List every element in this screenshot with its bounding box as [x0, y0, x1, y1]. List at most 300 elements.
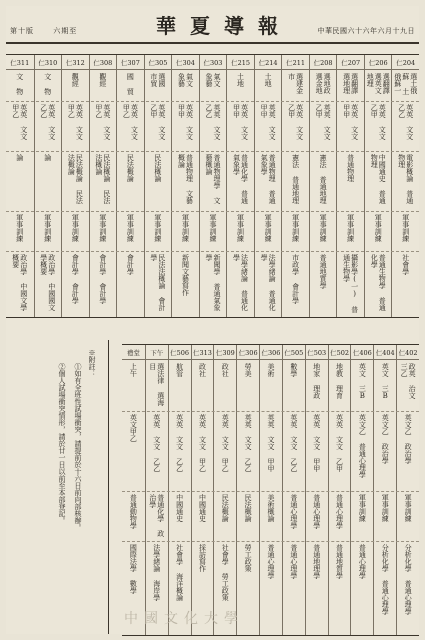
subject-text: 民法概論 民法法概論 — [94, 154, 111, 204]
schedule-cell — [329, 411, 351, 490]
room-code: 仁303 — [200, 55, 227, 70]
schedule-cell — [227, 151, 254, 210]
subject-text: 軍事訓練 — [404, 494, 413, 522]
schedule-cell — [365, 251, 392, 317]
schedule-cell — [392, 101, 419, 150]
subject-text: 中國通史 — [198, 494, 207, 522]
subject-text: 會計學 會計學 — [98, 254, 107, 304]
subject-text: 普通地質學 — [335, 544, 344, 579]
room-code: 仁313 — [192, 345, 214, 360]
schedule-cell — [310, 151, 337, 210]
subject-text: 普通化學 政治學 — [148, 494, 165, 537]
subject-text: 數學 — [289, 363, 298, 377]
schedule-cell — [227, 70, 254, 100]
schedule-cell — [227, 101, 254, 150]
subject-text: 法學緒論 海岸學 — [152, 544, 161, 601]
schedule-cell — [329, 491, 351, 540]
schedule-column — [6, 55, 34, 317]
subject-text: 軍事訓練 — [15, 214, 24, 242]
subject-text: 分析化學 普通心理學 — [404, 544, 413, 615]
subject-text: 英英 文文 乙乙 — [204, 104, 221, 140]
schedule-cell — [169, 411, 191, 490]
room-code: 仁305 — [145, 55, 172, 70]
subject-text: 市政學 會計學 — [291, 254, 300, 304]
subject-text: 普通物理 — [346, 154, 355, 182]
notes-section — [10, 346, 100, 616]
schedule-column — [336, 55, 364, 317]
subject-text: 中國通史 — [175, 494, 184, 522]
schedule-cell — [260, 360, 282, 410]
exam-schedule-table-top — [6, 54, 419, 318]
schedule-cell — [397, 411, 419, 490]
schedule-cell — [237, 360, 259, 410]
room-code: 仁307 — [117, 55, 144, 70]
room-code: 仁406 — [351, 345, 373, 360]
schedule-column — [191, 345, 214, 635]
schedule-cell — [145, 70, 172, 100]
subject-text: 航管 — [175, 363, 184, 377]
subject-text: 軍事訓練 — [98, 214, 107, 242]
subject-text: 普通物理 文藝概論 — [177, 154, 194, 204]
room-code: 仁208 — [310, 55, 337, 70]
subject-text: 地家 理政 — [312, 363, 321, 399]
subject-text: 英英 文文 乙甲 — [335, 414, 344, 472]
room-code: 仁215 — [227, 55, 254, 70]
schedule-cell — [306, 360, 328, 410]
subject-text: 軍事訓練 — [181, 214, 190, 242]
schedule-column — [281, 55, 309, 317]
schedule-column — [259, 345, 282, 635]
column-divider — [108, 340, 109, 634]
room-code: 仁204 — [392, 55, 419, 70]
row-divider — [6, 211, 419, 212]
room-code: 仁306 — [260, 345, 282, 360]
room-code: 仁502 — [329, 345, 351, 360]
subject-text: 英英 文文 甲甲 — [266, 414, 275, 472]
schedule-cell — [122, 491, 145, 540]
subject-text: 軍事訓練 — [126, 214, 135, 242]
room-code: 仁206 — [365, 55, 392, 70]
row-divider — [122, 411, 419, 412]
watermark: 中國文化大學 — [124, 611, 244, 627]
schedule-cell — [255, 211, 282, 250]
subject-text: 新聞學 普通氣象學 — [204, 254, 221, 311]
schedule-cell — [337, 211, 364, 250]
schedule-cell — [145, 251, 172, 317]
subject-text: 憲法 普通地理 — [291, 154, 300, 204]
schedule-cell — [90, 211, 117, 250]
room-code: 仁309 — [214, 345, 236, 360]
subject-text: 英英 文文 乙乙 — [152, 414, 161, 472]
subject-text: 英英 文文 甲甲 — [177, 104, 194, 140]
schedule-cell — [282, 151, 309, 210]
subject-text: 憲法 普通地理 — [319, 154, 328, 204]
schedule-cell — [172, 101, 199, 150]
schedule-cell — [62, 101, 89, 150]
schedule-cell — [283, 360, 305, 410]
schedule-cell — [392, 70, 419, 100]
schedule-column — [226, 55, 254, 317]
subject-text: 選地政 選金地 — [315, 73, 332, 94]
schedule-cell — [200, 211, 227, 250]
schedule-cell — [374, 360, 396, 410]
subject-text: 選翻譯 選英文地理 — [366, 73, 391, 94]
schedule-column — [236, 345, 259, 635]
room-code: 仁503 — [306, 345, 328, 360]
schedule-cell — [172, 211, 199, 250]
schedule-cell — [90, 251, 117, 317]
subject-text: 英英 文文 甲甲 — [312, 414, 321, 472]
subject-text: 英英 文文 乙甲 — [370, 104, 387, 140]
schedule-cell — [260, 411, 282, 490]
schedule-cell — [169, 491, 191, 540]
room-code: 仁312 — [62, 55, 89, 70]
schedule-column — [122, 345, 145, 635]
subject-text: 法學緒論 普通化學 — [232, 254, 249, 311]
subject-text: 英英 文文 甲乙 — [67, 104, 84, 140]
subject-text: 軍事訓練 — [319, 214, 328, 242]
row-divider — [122, 541, 419, 542]
subject-text: 軍事訓練 — [208, 214, 217, 242]
subject-text: 國 貿 — [126, 73, 135, 95]
schedule-cell — [200, 70, 227, 100]
schedule-cell — [260, 491, 282, 540]
schedule-cell — [283, 491, 305, 540]
schedule-column — [350, 345, 373, 635]
row-divider — [122, 491, 419, 492]
schedule-cell — [310, 70, 337, 100]
schedule-cell — [306, 411, 328, 490]
subject-text: 地教 理育 — [335, 363, 344, 399]
room-code: 仁304 — [172, 55, 199, 70]
schedule-cell — [192, 491, 214, 540]
subject-text: 民法概論 — [221, 494, 230, 522]
schedule-cell — [214, 411, 236, 490]
row-divider — [6, 151, 419, 152]
subject-text: 軍事訓練 — [264, 214, 273, 242]
schedule-cell — [237, 411, 259, 490]
schedule-cell — [90, 70, 117, 100]
subject-text: 普通地質學 — [319, 254, 328, 289]
schedule-cell — [337, 70, 364, 100]
room-code: 仁505 — [283, 345, 305, 360]
subject-text: 普通地理學 — [312, 544, 321, 579]
schedule-cell — [90, 101, 117, 150]
schedule-cell — [365, 70, 392, 100]
schedule-cell — [282, 70, 309, 100]
subject-text: 英英 文文 甲甲 — [260, 104, 277, 140]
subject-text: 電影概論 普通物理 — [397, 154, 414, 204]
schedule-cell — [214, 360, 236, 410]
subject-text: 英英 文文 乙乙 — [39, 104, 56, 140]
schedule-column — [396, 345, 419, 635]
page-info — [10, 26, 93, 36]
schedule-column — [213, 345, 236, 635]
subject-text: 法學緒論 普通化學 — [260, 254, 277, 311]
subject-text: 政社 — [221, 363, 230, 377]
subject-text: 軍事訓練 — [374, 214, 383, 242]
schedule-cell — [365, 101, 392, 150]
subject-text: 英英 文文 甲乙 — [122, 104, 139, 140]
schedule-cell — [365, 211, 392, 250]
schedule-cell — [351, 360, 373, 410]
schedule-column — [168, 345, 191, 635]
schedule-cell — [6, 101, 34, 150]
subject-text: 選建金 市 — [287, 73, 304, 94]
schedule-cell — [90, 151, 117, 210]
room-code: 仁404 — [374, 345, 396, 360]
schedule-cell — [169, 360, 191, 410]
schedule-cell — [117, 101, 144, 150]
subject-text: 英英 文文 乙甲 — [315, 104, 332, 140]
schedule-cell — [35, 101, 62, 150]
subject-text: 選翻譯 選地理 — [342, 73, 359, 94]
subject-text: 文 物 — [15, 73, 24, 95]
schedule-cell — [329, 541, 351, 634]
schedule-cell — [310, 101, 337, 150]
room-code: 仁402 — [397, 345, 419, 360]
schedule-cell — [255, 70, 282, 100]
schedule-cell — [192, 360, 214, 410]
subject-text: 氣文 象藝 — [177, 73, 194, 87]
subject-text: 普通心理學 — [358, 544, 367, 579]
subject-text: 論 — [43, 154, 52, 161]
schedule-cell — [397, 541, 419, 634]
room-code: 仁308 — [90, 55, 117, 70]
schedule-cell — [283, 541, 305, 634]
schedule-cell — [6, 211, 34, 250]
schedule-cell — [145, 101, 172, 150]
note-line-1: ①如有全班性試場衝突，請提前於十六日前向部核辦。 — [74, 363, 82, 531]
subject-text: 勞美 — [244, 363, 253, 377]
subject-text: 英文乙 普通心理學 — [358, 414, 367, 478]
subject-text: 政治學 中國國文 學概要 — [39, 254, 56, 311]
subject-text: 英文甲乙 — [129, 414, 138, 442]
schedule-cell — [117, 251, 144, 317]
subject-text: 普通心理學 — [266, 544, 275, 579]
subject-text: 軍事訓練 — [381, 494, 390, 522]
subject-text: 美術概論 — [266, 494, 275, 522]
subject-text: 社會學 — [401, 254, 410, 275]
subject-text: 普通生物學 普通化學 — [370, 254, 387, 311]
subject-text: 英英 文文 甲甲 — [342, 104, 359, 140]
schedule-column — [309, 55, 337, 317]
subject-text: 攝影學(一) 普通生物學 — [342, 254, 359, 313]
schedule-cell — [351, 491, 373, 540]
schedule-column — [364, 55, 392, 317]
subject-text: 政英 治文 三乙 — [400, 363, 417, 399]
schedule-column — [116, 55, 144, 317]
schedule-cell — [337, 101, 364, 150]
schedule-cell — [227, 251, 254, 317]
schedule-cell — [392, 211, 419, 250]
subject-text: 觀經 — [98, 73, 107, 87]
room-code: 仁306 — [237, 345, 259, 360]
subject-text: 英英 文文 甲乙 — [11, 104, 28, 140]
schedule-cell — [282, 101, 309, 150]
schedule-column — [305, 345, 328, 635]
subject-text: 英英 文文 乙乙 — [397, 104, 414, 140]
newspaper-title: 華夏導報 — [156, 14, 292, 38]
subject-text: 民法概論 民法法概論 — [67, 154, 84, 204]
schedule-column — [282, 345, 305, 635]
schedule-cell — [192, 411, 214, 490]
schedule-cell — [117, 70, 144, 100]
schedule-cell — [283, 411, 305, 490]
subject-text: 英英 文文 甲甲 — [232, 104, 249, 140]
masthead — [6, 6, 419, 44]
subject-text: 普通心理學 — [289, 544, 298, 579]
subject-text: 勞工政策 — [244, 544, 253, 572]
subject-text: 英英 文文 甲乙 — [94, 104, 111, 140]
schedule-cell — [200, 101, 227, 150]
schedule-cell — [172, 151, 199, 210]
schedule-cell — [122, 411, 145, 490]
subject-text: 英英 文文 乙甲 — [287, 104, 304, 140]
subject-text: 英英 文文 甲乙 — [221, 414, 230, 472]
subject-text: 觀經 — [71, 73, 80, 87]
exam-schedule-table-bottom — [122, 344, 419, 636]
schedule-cell — [306, 541, 328, 634]
schedule-cell — [306, 491, 328, 540]
schedule-cell — [62, 211, 89, 250]
subject-text: 選法律 選海目 — [148, 363, 165, 406]
subject-text: 英文乙 政治學 — [404, 414, 413, 464]
issue-number: 六期至 — [53, 27, 78, 35]
subject-text: 文 物 — [43, 73, 52, 95]
subject-text: 論 — [15, 154, 24, 161]
schedule-column — [328, 345, 351, 635]
schedule-cell — [310, 251, 337, 317]
schedule-cell — [374, 491, 396, 540]
page-number: 第十版 — [10, 27, 34, 35]
schedule-cell — [329, 360, 351, 410]
schedule-cell — [397, 491, 419, 540]
subject-text: 土地 — [236, 73, 245, 87]
subject-text: 普通心理學 — [335, 494, 344, 529]
schedule-cell — [146, 491, 168, 540]
schedule-cell — [374, 541, 396, 634]
room-code: 仁311 — [6, 55, 34, 70]
schedule-column — [373, 345, 396, 635]
room-code: 仁310 — [35, 55, 62, 70]
schedule-column — [144, 55, 172, 317]
subject-text: 英英 文文 甲乙 — [198, 414, 207, 472]
subject-text: 政治學 中國文學概要 — [11, 254, 28, 311]
schedule-cell — [227, 211, 254, 250]
schedule-cell — [260, 541, 282, 634]
row-divider — [6, 251, 419, 252]
subject-text: 英文 三B — [381, 363, 390, 400]
schedule-cell — [214, 491, 236, 540]
schedule-cell — [172, 70, 199, 100]
schedule-cell — [351, 541, 373, 634]
room-code: 仁506 — [169, 345, 191, 360]
subject-text: 分析化學 普通心理學 — [381, 544, 390, 615]
subject-text: 會計學 — [126, 254, 135, 275]
subject-text: 軍事訓練 — [346, 214, 355, 242]
schedule-column — [199, 55, 227, 317]
subject-text: 英英 文文 乙乙 — [289, 414, 298, 472]
subject-text: 英英 文文 乙甲 — [149, 104, 166, 140]
subject-text: 中國通史 普通物理 — [370, 154, 387, 204]
subject-text: 社會學 海洋概論 — [175, 544, 184, 601]
schedule-cell — [392, 151, 419, 210]
subject-text: 民法概論 — [126, 154, 135, 182]
subject-text: 英文乙 政治學 — [381, 414, 390, 464]
subject-text: 普通心理學 — [289, 494, 298, 529]
schedule-cell — [200, 251, 227, 317]
schedule-column — [89, 55, 117, 317]
room-code: 仁211 — [282, 55, 309, 70]
schedule-cell — [145, 151, 172, 210]
schedule-column — [171, 55, 199, 317]
schedule-cell — [255, 251, 282, 317]
subject-text: 民法概論 — [244, 494, 253, 522]
subject-text: 普通動物學 — [129, 494, 138, 529]
schedule-cell — [237, 491, 259, 540]
schedule-cell — [62, 251, 89, 317]
subject-text: 土地 — [264, 73, 273, 87]
room-code: 仁207 — [337, 55, 364, 70]
subject-text: 普通化學 普通氣象學 — [232, 154, 249, 204]
schedule-cell — [35, 151, 62, 210]
schedule-cell — [62, 70, 89, 100]
schedule-cell — [282, 211, 309, 250]
schedule-cell — [255, 151, 282, 210]
schedule-cell — [200, 151, 227, 210]
subject-text: 普通心理學 — [312, 494, 321, 529]
schedule-cell — [6, 151, 34, 210]
schedule-column — [391, 55, 419, 317]
subject-text: 普通物理學 文藝概論 — [204, 154, 221, 204]
room-code: 下午 — [146, 345, 168, 360]
subject-text: 軍事訓練 — [236, 214, 245, 242]
schedule-cell — [6, 251, 34, 317]
schedule-cell — [172, 251, 199, 317]
schedule-cell — [392, 251, 419, 317]
schedule-cell — [337, 151, 364, 210]
newspaper-page — [6, 6, 419, 634]
subject-text: 美術 — [266, 363, 275, 377]
schedule-cell — [35, 211, 62, 250]
schedule-cell — [337, 251, 364, 317]
schedule-cell — [282, 251, 309, 317]
schedule-column — [34, 55, 62, 317]
row-divider — [6, 101, 419, 102]
schedule-cell — [35, 70, 62, 100]
subject-text: 採訪寫作 — [198, 544, 207, 572]
schedule-column — [254, 55, 282, 317]
schedule-cell — [122, 360, 145, 410]
subject-text: 會計學 會計學 — [71, 254, 80, 304]
subject-text: 選國 市貿 — [149, 73, 166, 87]
schedule-cell — [146, 411, 168, 490]
subject-text: 英英 文文 乙乙 — [244, 414, 253, 472]
subject-text: 選土俄蘇 土俄蘇一 — [393, 73, 418, 95]
schedule-cell — [255, 101, 282, 150]
notes-heading: ※附註： — [88, 349, 96, 377]
room-code: 仁214 — [255, 55, 282, 70]
schedule-column — [145, 345, 168, 635]
subject-text: 英文 三B — [358, 363, 367, 400]
subject-text: 軍事訓練 — [71, 214, 80, 242]
subject-text: 軍事訓練 — [153, 214, 162, 242]
subject-text: 英英 文文 乙乙 — [175, 414, 184, 472]
schedule-cell — [365, 151, 392, 210]
subject-text: 氣文 象藝 — [204, 73, 221, 87]
schedule-cell — [145, 211, 172, 250]
